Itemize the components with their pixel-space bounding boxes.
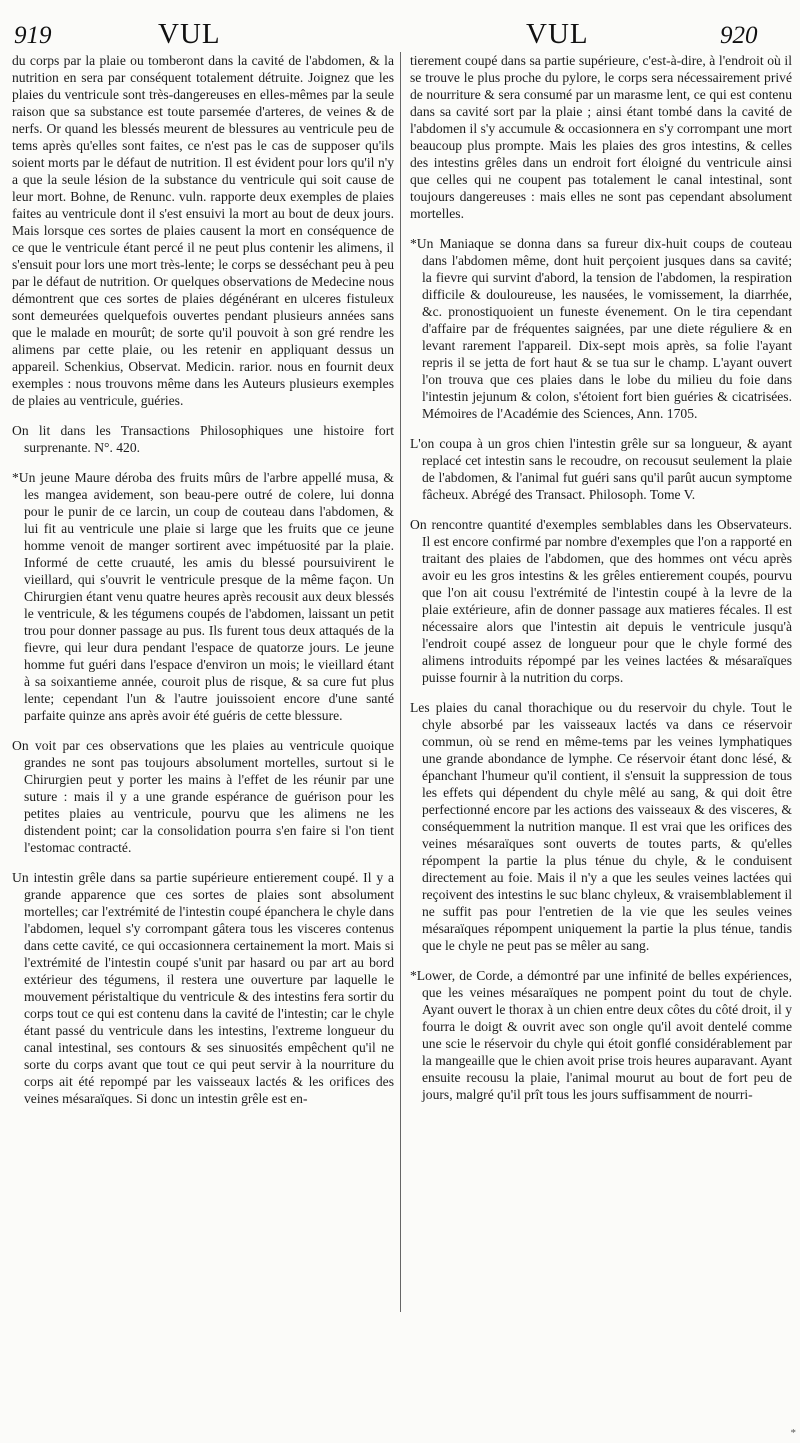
- paragraph: *Lower, de Corde, a démontré par une infinité de belles expériences, que les veines mésaraïques ne pompent point du tout de chyle. Ayant ouvert le thorax à un chien entre deux côtes du côté droit, il y fourra le doigt & ouvrit avec son ongle qu'il avoit dentelé comme une scie le réservoir du chyle qui étoit gonflé considérablement par la mangeaille que le chien avoit prise trois heures auparavant. Ayant ensuite recousu la plaie, l'animal mourut au bout de fort peu de jours, malgré qu'il prît tous les jours suffisamment de nourri-: [410, 968, 792, 1102]
- paragraph: du corps par la plaie ou tomberont dans la cavité de l'abdomen, & la nutrition en sera par conséquent totalement détruite. Joignez que les plaies du ventricule sont très-dangereuses en elles-mêmes par la seule raison que sa substance est toute parsemée d'arteres, de veines & de nerfs. Or quand les blessés meurent de blessures au ventricule peu de tems après qu'elles sont faites, ce n'est pas le cas de supposer qu'ils soient morts par le défaut de nutrition. Il est évident pour lors qu'il n'y a que la seule lésion de la substance du ventricule qui soit cause de leur mort. Bohne, de Renunc. vuln. rapporte deux exemples de plaies faites au ventricule dont il s'est ensuivi la mort au bout de deux jours. Mais lorsque ces sortes de plaies causent la mort en conséquence de ce que le ventricule étant percé il ne peut plus contenir les alimens, il s'ensuit pour lors une mort très-lente; le corps se desséchant peu à peu par le défaut de nutrition. Or quelques observations de Medecine nous démontrent que ces sortes de plaies dégénérant en ulceres fistuleux sont demeurées quelquefois ouvertes pendant plusieurs années sans que le malade en mourût; de sorte qu'il pouvoit à son gré rendre les alimens par cette plaie, ou les retenir en appliquant dessus un appareil. Schenkius, Observat. Medicin. rarior. nous en fournit deux exemples : nous trouvons même dans les Auteurs plusieurs exemples de plaies au ventricule, guéries.: [12, 53, 394, 408]
- column-divider: [400, 52, 401, 1312]
- section-paragraph: Un intestin grêle dans sa partie supérieure entierement coupé. Il y a grande apparence que ces sortes de plaies sont absolument mortelles; car l'extrémité de l'intestin coupé épanchera le chyle dans l'abdomen, lequel s'y corrompant gâtera tous les visceres contenus dans cette cavité, ce qui occasionnera certainement la mort. Mais si l'extrémité de l'intestin coupé s'unit par hasard ou par art au bord extérieur des tégumens, il restera une ouverture par laquelle le mouvement péristaltique du ventricule & des intestins fera sortir du corps tout ce qui est contenu dans la cavité de l'intestin; car le chyle étant passé du ventricule dans les intestins, l'extreme longueur du canal intestinal, ses contours & ses sinuosités empêchent qu'il ne sorte du corps avant que tout ce qui peut servir à la nourriture du corps ait été repompé par les vaisseaux lactés & les orifices des veines mésaraïques. Si donc un intestin grêle est en-: [12, 870, 394, 1106]
- paragraph: On rencontre quantité d'exemples semblables dans les Observateurs. Il est encore confirmé par nombre d'exemples que l'on a rapporté en traitant des plaies de l'abdomen, que des hommes ont vécu après avoir eu les gros intestins & les grêles entierement coupés, pourvu que l'on ait cousu l'extrémité de l'intestin coupé à la levre de la plaie extérieure, afin de donner passage aux matieres fécales. Il est nécessaire alors que l'intestin ait depuis le ventricule jusqu'à l'endroit coupé assez de longueur pour que le chyle formé des alimens introduits répompé par les veines lactées & mésaraïques puisse fournir à la nutrition du corps.: [410, 517, 792, 685]
- right-page-number: 920: [720, 22, 758, 49]
- left-running-title: VUL: [158, 18, 221, 50]
- left-page-number: 919: [14, 22, 52, 49]
- paragraph: tierement coupé dans sa partie supérieure, c'est-à-dire, à l'endroit où il se trouve le plus proche du pylore, le corps sera nécessairement privé de nourriture & sera consumé par un marasme lent, ce qui est contenu dans sa cavité sort par la plaie ; ainsi étant tombé dans la cavité de l'abdomen il s'y accumule & occasionnera en s'y corrompant une mort beaucoup plus prompte. Mais les plaies des gros intestins, & celles des intestins grêles dans un endroit fort éloigné du ventricule ainsi que celles qui ne coupent pas totalement le canal intestinal, sont toujours dangereuses : mais elles ne sont pas cependant absolument mortelles.: [410, 53, 792, 221]
- right-running-title: VUL: [526, 18, 589, 50]
- paragraph: On lit dans les Transactions Philosophiques une histoire fort surprenante. N°. 420.: [12, 423, 394, 455]
- paragraph: *Un jeune Maure déroba des fruits mûrs de l'arbre appellé musa, & les mangea avidement, son beau-pere outré de colere, lui donna pour le punir de ce larcin, un coup de couteau dans l'abdomen, & lui fit au ventricule une plaie si large que les fruits que ce jeune homme venoit de manger sortirent avec impétuosité par la plaie. Informé de cette cruauté, les amis du blessé poursuivirent le vieillard, qui s'ouvrit le ventricule presque de la même façon. Un Chirurgien étant venu quatre heures après recousit aux deux blessés le ventricule, & les tégumens coupés de l'abdomen, laissant un petit trou pour donner passage au pus. Ils furent tous deux attaqués de la fievre, qui leur dura pendant l'espace de quatorze jours. Le jeune homme fut guéri dans l'espace d'environ un mois; le vieillard étant à sa soixantieme année, couroit plus de risque, & sa cure fut plus lente; cependant l'un & l'autre jouissoient encore d'une santé parfaite quinze ans après avoir été guéris de cette blessure.: [12, 470, 394, 723]
- paragraph: On voit par ces observations que les plaies au ventricule quoique grandes ne sont pas toujours absolument mortelles, surtout si le Chirurgien peut y porter les mains à l'effet de les réunir par une suture : mais il y a une grande espérance de guérison pour les petites plaies au ventricule, pourvu que les alimens ne les distendent point; car la consolidation pourra s'en faire si l'on tient l'estomac contracté.: [12, 738, 394, 855]
- paragraph: L'on coupa à un gros chien l'intestin grêle sur sa longueur, & ayant replacé cet intestin sans le recoudre, on recousut seulement la plaie de l'abdomen, & l'animal fut guéri sans qu'il parût aucun symptome fâcheux. Abrégé des Transact. Philosoph. Tome V.: [410, 436, 792, 502]
- right-column: [410, 52, 792, 1116]
- left-column: [12, 52, 394, 1120]
- section-paragraph: Les plaies du canal thorachique ou du reservoir du chyle. Tout le chyle absorbé par les vaisseaux lactés va dans ce réservoir commun, où se rend en même-tems par les veines lymphatiques une grande abondance de lymphe. Ce réservoir étant donc lésé, & épanchant l'humeur qu'il contient, il s'ensuit la suppression de tous les effets qui dépendent du chyle mêlé au sang, & qui doit être perfectionné encore par les actions des vaisseaux & des visceres, & conséquemment la nutrition manque. Il est vrai que les orifices des veines mésaraïques sont ouverts de toutes parts, & qu'elles répompent la partie la plus ténue du chyle, & le conduisent directement au foie. Mais il n'y a que les seules veines lactées qui reçoivent des intestins le suc blanc chyleux, & vraisemblablement il ne suffit pas pour l'entretien de la vie que les seules veines mésaraïques répompent uniquement la partie la plus ténue, tandis que le chyle ne peut pas se mêler au sang.: [410, 700, 792, 953]
- paragraph: *Un Maniaque se donna dans sa fureur dix-huit coups de couteau dans l'abdomen même, dont huit perçoient jusques dans sa cavité; la fievre qui survint d'abord, la tension de l'abdomen, la respiration difficile & douloureuse, les nausées, le vomissement, la diarrhée, &c. pronostiquoient un funeste évenement. On le tira cependant d'affaire par de fréquentes saignées, par une diete réguliere & en levant rarement l'appareil. Dix-sept mois après, sa folie l'ayant repris il se jetta de fort haut & se tua sur le champ. L'ayant ouvert l'on trouva que ces plaies dans le lobe du milieu du foie dans l'intestin jejunum & colon, s'étoient fort bien guéries & cicatrisées. Mémoires de l'Académie des Sciences, Ann. 1705.: [410, 236, 792, 421]
- footer-mark: *: [790, 1427, 796, 1439]
